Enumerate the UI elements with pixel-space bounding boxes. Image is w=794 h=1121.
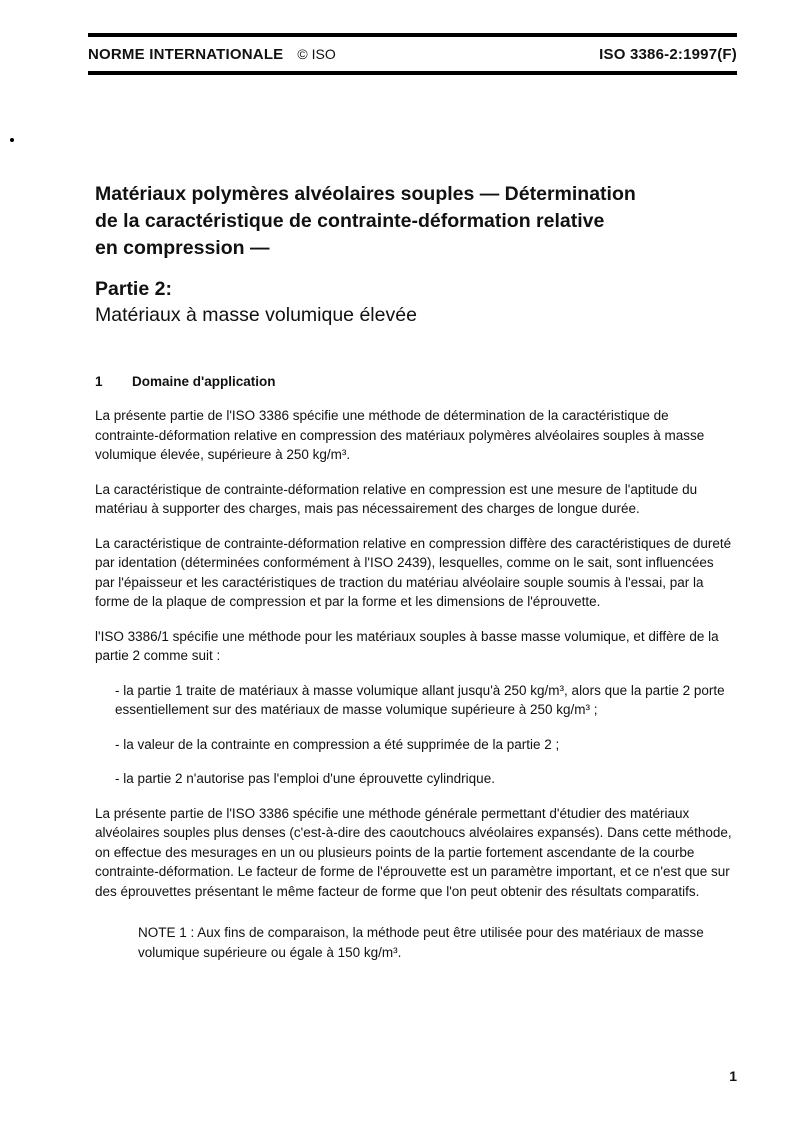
paragraph: La présente partie de l'ISO 3386 spécifie une méthode de détermination de la caractéristique de contrainte-déformation relative en compression des matériaux polymères alvéolaires souples à masse volumique élevée, supérieure à 250 kg/m³.: [95, 408, 705, 462]
part-title: Matériaux à masse volumique élevée: [95, 304, 417, 326]
page-header: [88, 33, 737, 75]
scan-artifact-dot: [10, 138, 14, 142]
header-left: [88, 46, 336, 63]
header-bottom-rule: [88, 71, 737, 75]
document-title: [95, 181, 736, 262]
document-body: [95, 181, 736, 962]
paragraph: La présente partie de l'ISO 3386 spécifie une méthode générale permettant d'étudier des matériaux alvéolaires souples plus denses (c'est-à-dire des caoutchoucs alvéolaires expansés). Dans cette méthode, on effectue des mesurages en un ou plusieurs points de la partie fortement ascendante de la courbe contrainte-déformation. Le facteur de forme de l'éprouvette est un paramètre important, et ce n'est que sur des éprouvettes présentant le même facteur de forme que l'on peut obtenir des résultats comparatifs.: [95, 805, 732, 899]
page-number: 1: [729, 1068, 737, 1084]
document-title-line: en compression —: [95, 237, 270, 259]
paragraph: La caractéristique de contrainte-déformation relative en compression est une mesure de l'aptitude du matériau à supporter des charges, mais pas nécessairement des charges de longue durée.: [95, 481, 698, 516]
paragraph: La caractéristique de contrainte-déformation relative en compression diffère des caractéristiques de dureté par identation (déterminées conformément à l'ISO 2439), lesquelles, comme on le sait, sont influencées par l'épaisseur et les caractéristiques de traction du matériau alvéolaire souple soumis à l'essai, par la forme de la plaque de compression et par la forme et les dimensions de l'éprouvette.: [95, 535, 732, 609]
section-number: 1: [95, 374, 103, 389]
header-copyright-iso: © ISO: [297, 45, 336, 62]
part-title-block: [95, 276, 736, 328]
list-item: - la valeur de la contrainte en compression a été supprimée de la partie 2 ;: [115, 736, 560, 752]
header-norme-label: NORME INTERNATIONALE: [88, 45, 284, 63]
header-row: [88, 37, 737, 71]
document-title-line: de la caractéristique de contrainte-déformation relative: [95, 210, 605, 232]
section-heading: [95, 374, 736, 389]
paragraph: l'ISO 3386/1 spécifie une méthode pour les matériaux souples à basse masse volumique, et diffère de la partie 2 comme suit :: [95, 628, 719, 663]
list-item: - la partie 2 n'autorise pas l'emploi d'une éprouvette cylindrique.: [115, 771, 495, 786]
note-paragraph: NOTE 1 : Aux fins de comparaison, la méthode peut être utilisée pour des matériaux de masse volumique supérieure ou égale à 150 kg/m³.: [138, 925, 704, 960]
list-item: - la partie 1 traite de matériaux à masse volumique allant jusqu'à 250 kg/m³, alors que la partie 2 porte essentiellement sur des matériaux de masse volumique supérieure à 250 kg/m³ ;: [115, 682, 725, 717]
document-reference: ISO 3386-2:1997(F): [599, 45, 737, 63]
document-title-line: Matériaux polymères alvéolaires souples — Détermination: [95, 183, 636, 205]
section-title: Domaine d'application: [132, 374, 276, 389]
part-label: Partie 2:: [95, 278, 172, 300]
